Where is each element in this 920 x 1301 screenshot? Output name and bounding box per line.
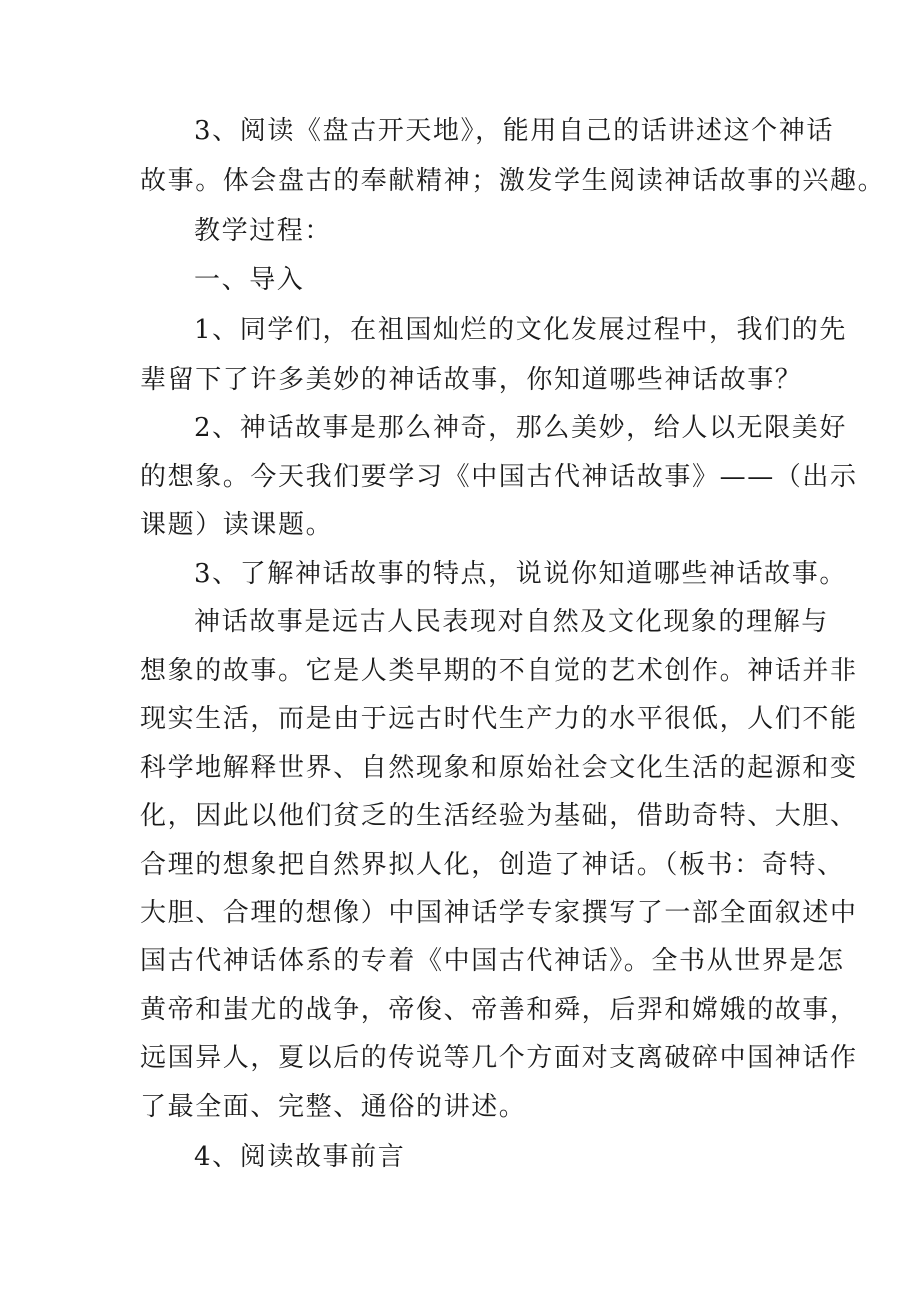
text-line: 科学地解释世界、自然现象和原始社会文化生活的起源和变 (140, 753, 858, 783)
text-line: 现实生活，而是由于远古时代生产力的水平很低，人们不能 (140, 704, 858, 734)
text-line: 辈留下了许多美妙的神话故事，你知道哪些神话故事？ (140, 365, 803, 395)
text-line: 教学过程： (194, 216, 333, 246)
text-line: 黄帝和蚩尤的战争，帝俊、帝善和舜，后羿和嫦娥的故事， (140, 995, 858, 1025)
text-line: 1、同学们，在祖国灿烂的文化发展过程中，我们的先 (194, 315, 847, 345)
text-line: 3、了解神话故事的特点，说说你知道哪些神话故事。 (194, 559, 847, 589)
text-line: 远国异人，夏以后的传说等几个方面对支离破碎中国神话作 (140, 1043, 858, 1073)
text-line: 一、导入 (194, 265, 305, 295)
text-line: 故事。体会盘古的奉献精神；激发学生阅读神话故事的兴趣。 (140, 166, 886, 196)
text-line: 3、阅读《盘古开天地》，能用自己的话讲述这个神话 (194, 116, 834, 146)
text-line: 大胆、合理的想像）中国神话学专家撰写了一部全面叙述中 (140, 898, 858, 928)
text-line: 神话故事是远古人民表现对自然及文化现象的理解与 (194, 607, 829, 637)
text-line: 2、神话故事是那么神奇，那么美妙，给人以无限美好 (194, 413, 847, 443)
text-line: 国古代神话体系的专着《中国古代神话》。全书从世界是怎 (140, 946, 845, 976)
text-line: 课题）读课题。 (140, 510, 334, 540)
text-line: 4、阅读故事前言 (194, 1142, 406, 1172)
text-line: 的想象。今天我们要学习《中国古代神话故事》——（出示 (140, 462, 858, 492)
text-line: 了最全面、完整、通俗的讲述。 (140, 1092, 527, 1122)
text-line: 想象的故事。它是人类早期的不自觉的艺术创作。神话并非 (140, 656, 858, 686)
text-line: 化，因此以他们贫乏的生活经验为基础，借助奇特、大胆、 (140, 801, 858, 831)
text-line: 合理的想象把自然界拟人化，创造了神话。（板书：奇特、 (140, 850, 845, 880)
